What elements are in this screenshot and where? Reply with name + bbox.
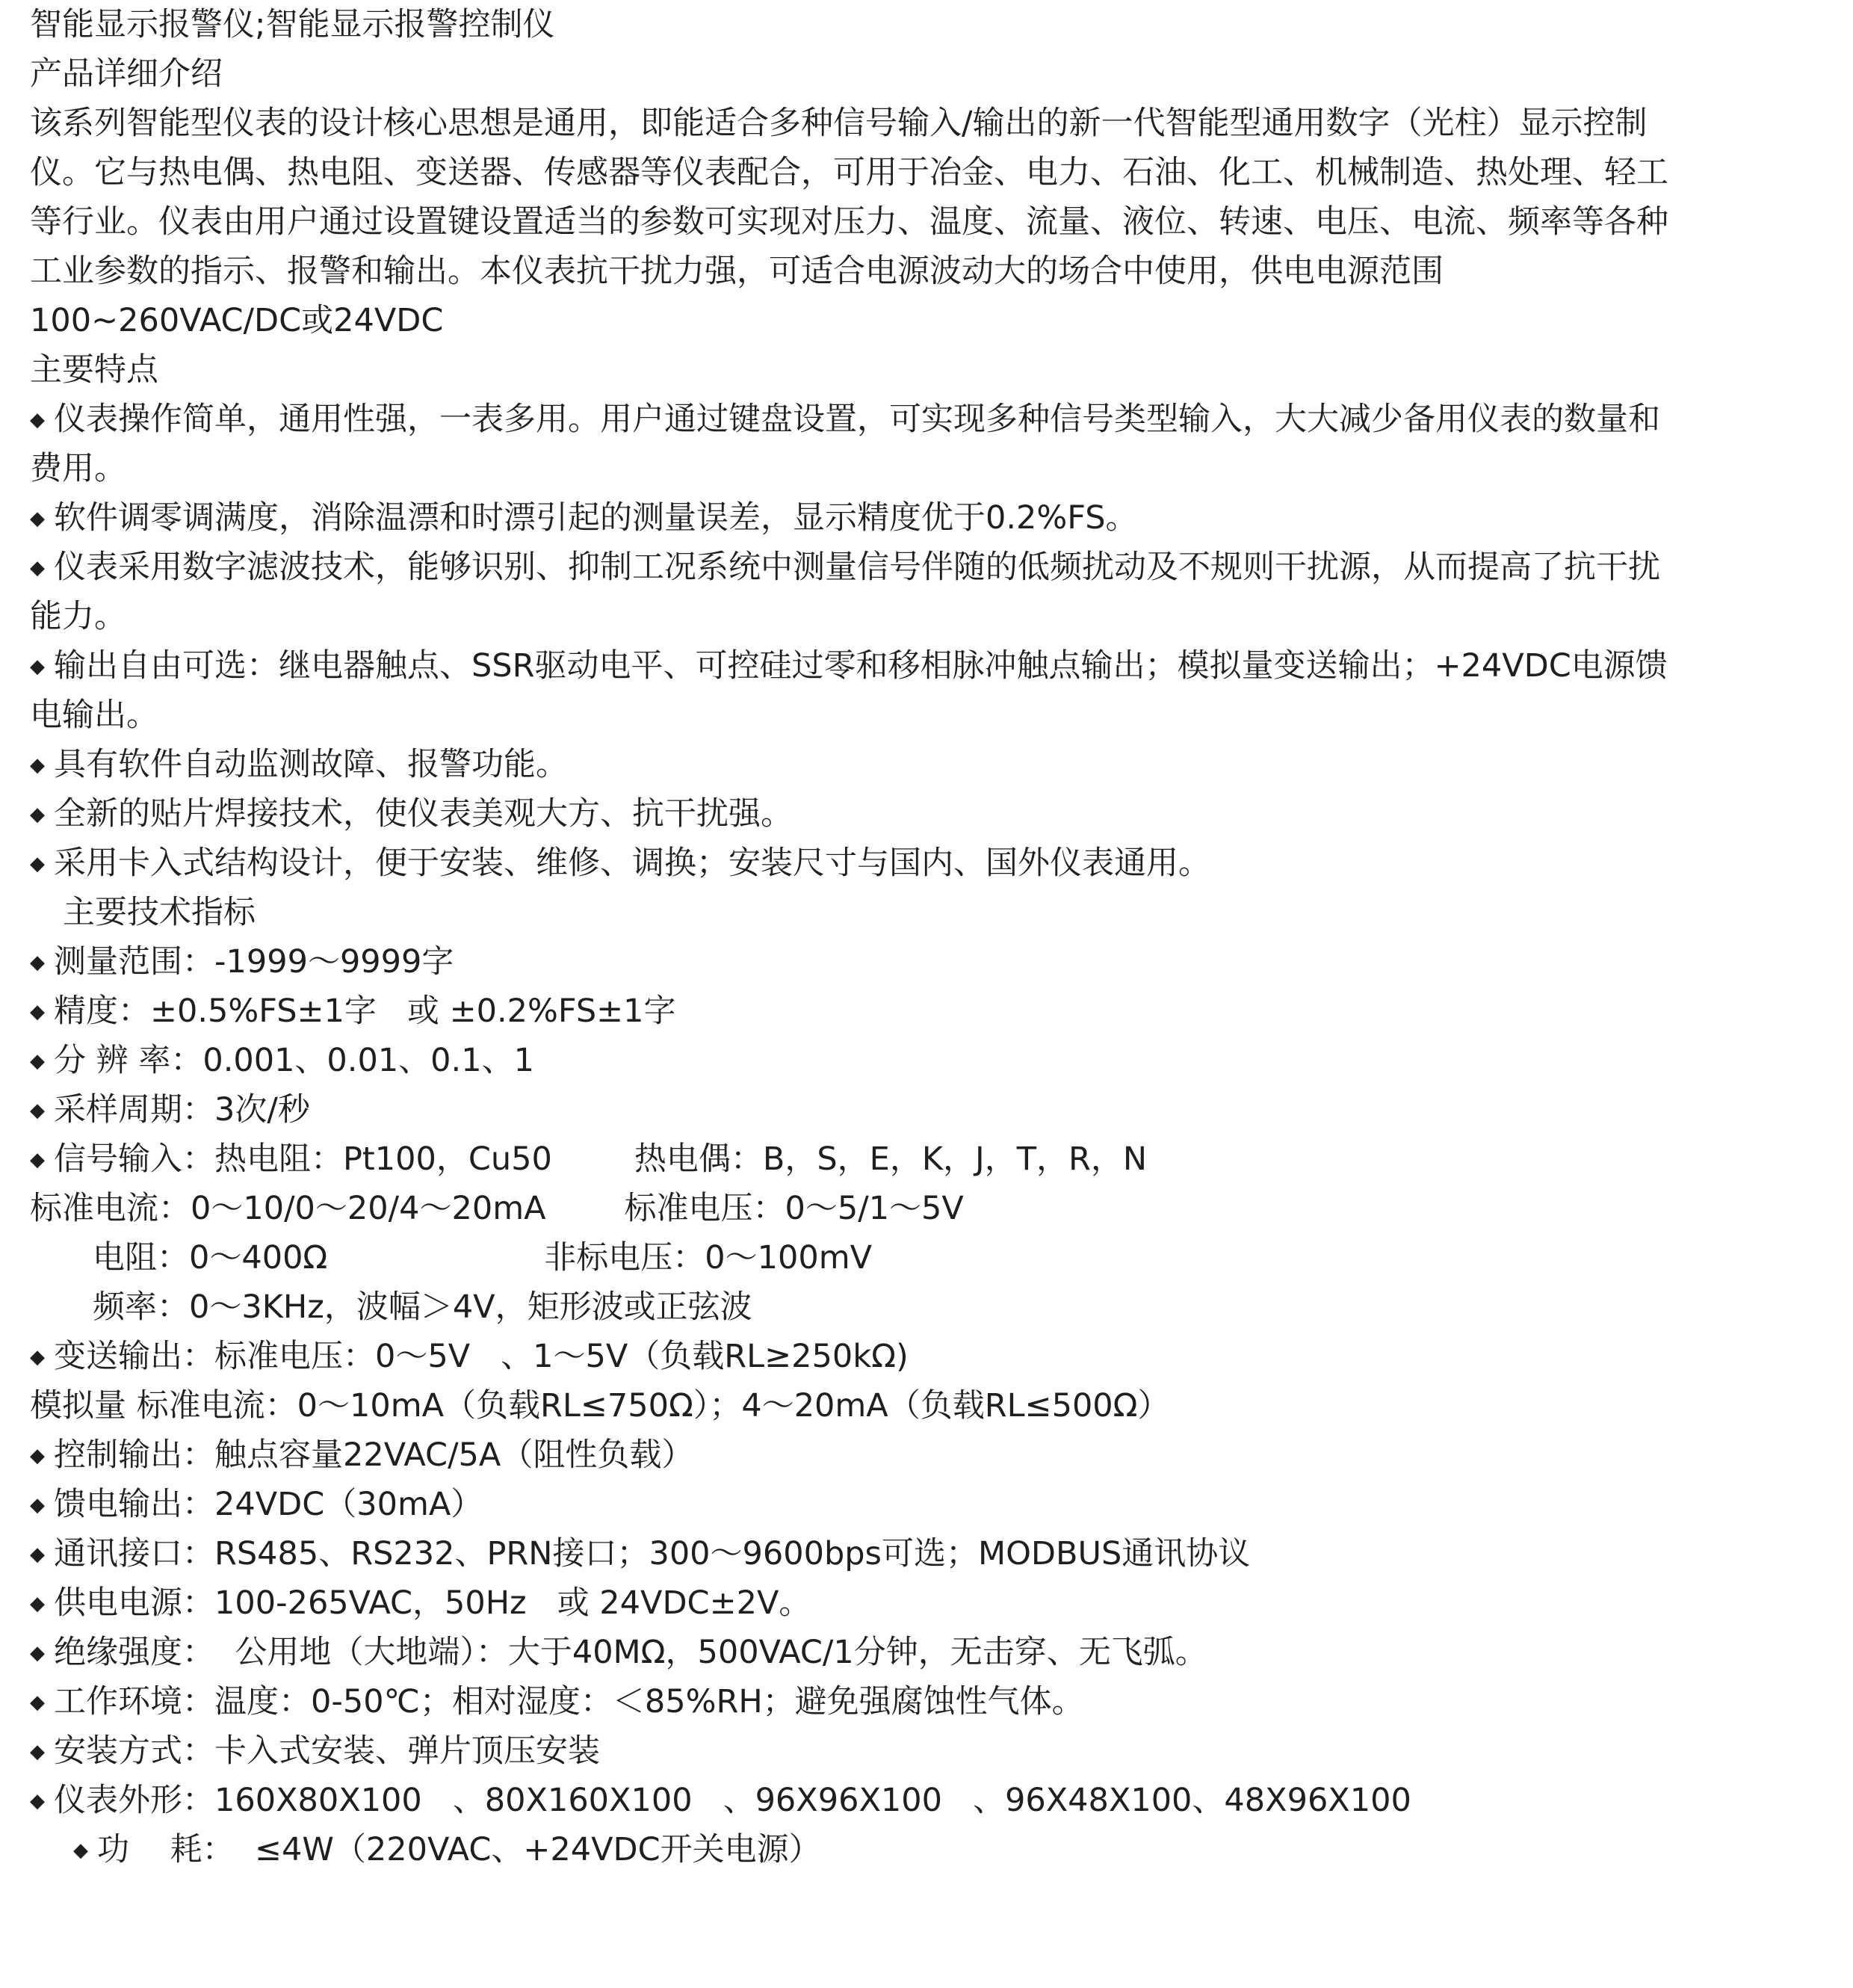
spec-item: ◆ 采样周期：3次/秒 [30, 1085, 1748, 1135]
intro-line: 该系列智能型仪表的设计核心思想是通用，即能适合多种信号输入/输出的新一代智能型通用数字（光柱）显示控制 [30, 105, 1648, 142]
feature-item: ◆ 仪表采用数字滤波技术，能够识别、抑制工况系统中测量信号伴随的低频扰动及不规则干扰源，从而提高了抗干扰 [30, 543, 1748, 592]
spec-current-b: 标准电压：0～5/1～5V [624, 1190, 964, 1227]
feature-item-cont: 能力。 [30, 598, 126, 635]
intro-line: 工业参数的指示、报警和输出。本仪表抗干扰力强，可适合电源波动大的场合中使用，供电电源范围 [30, 253, 1444, 290]
spec-resistance-b: 非标电压：0～100mV [544, 1239, 873, 1277]
spec-item: ◆ 安装方式：卡入式安装、弹片顶压安装 [30, 1726, 1748, 1776]
document-title: 智能显示报警仪;智能显示报警控制仪 [30, 6, 555, 43]
spec-item: ◆ 工作环境：温度：0-50℃；相对湿度：＜85%RH；避免强腐蚀性气体。 [30, 1677, 1748, 1726]
document [30, 0, 1748, 1874]
spec-resistance-a: 电阻：0～400Ω [93, 1239, 328, 1277]
feature-item: ◆ 输出自由可选：继电器触点、SSR驱动电平、可控硅过零和移相脉冲触点输出；模拟量变送输出；+24VDC电源馈 [30, 641, 1748, 691]
spec-item: ◆ 分 辨 率：0.001、0.01、0.1、1 [30, 1036, 1748, 1085]
spec-input-b: 热电偶：B，S，E，K，J，T，R，N [634, 1140, 1148, 1178]
spec-item: ◆ 通讯接口：RS485、RS232、PRN接口；300～9600bps可选；MODBUS通讯协议 [30, 1529, 1748, 1578]
intro-line: 仪。它与热电偶、热电阻、变送器、传感器等仪表配合，可用于冶金、电力、石油、化工、机械制造、热处理、轻工 [30, 154, 1668, 191]
feature-item: ◆ 仪表操作简单，通用性强，一表多用。用户通过键盘设置，可实现多种信号类型输入，大大减少备用仪表的数量和 [30, 395, 1748, 444]
spec-item: ◆ 控制输出：触点容量22VAC/5A（阻性负载） [30, 1430, 1748, 1480]
spec-item: ◆ 功 耗： ≤4W（220VAC、+24VDC开关电源） [30, 1825, 1748, 1874]
feature-item: ◆ 具有软件自动监测故障、报警功能。 [30, 740, 1748, 789]
spec-item: ◆ 绝缘强度： 公用地（大地端）：大于40MΩ，500VAC/1分钟，无击穿、无飞弧。 [30, 1628, 1748, 1677]
spec-item: 模拟量 标准电流：0～10mA（负载RL≤750Ω）；4～20mA（负载RL≤500Ω） [30, 1387, 1170, 1424]
spec-item: ◆ 馈电输出：24VDC（30mA） [30, 1480, 1748, 1529]
spec-item [30, 1233, 1748, 1282]
spec-current-a: 标准电流：0～10/0～20/4～20mA [30, 1190, 546, 1227]
feature-item: ◆ 软件调零调满度，消除温漂和时漂引起的测量误差，显示精度优于0.2%FS。 [30, 493, 1748, 543]
feature-item: ◆ 采用卡入式结构设计，便于安装、维修、调换；安装尺寸与国内、国外仪表通用。 [30, 839, 1748, 888]
feature-item-cont: 费用。 [30, 450, 126, 487]
spec-item [30, 1135, 1748, 1184]
feature-item-cont: 电输出。 [30, 697, 158, 734]
specs-heading: 主要技术指标 [63, 894, 256, 931]
spec-item: ◆ 变送输出：标准电压：0～5V 、1～5V（负载RL≥250kΩ) [30, 1332, 1748, 1381]
spec-item: 频率：0～3KHz，波幅＞4V，矩形波或正弦波 [93, 1288, 752, 1326]
spec-item: ◆ 精度：±0.5%FS±1字 或 ±0.2%FS±1字 [30, 987, 1748, 1036]
intro-line: 等行业。仪表由用户通过设置键设置适当的参数可实现对压力、温度、流量、液位、转速、电压、电流、频率等各种 [30, 203, 1668, 241]
spec-input-a: 信号输入：热电阻：Pt100，Cu50 [54, 1140, 552, 1178]
spec-item [30, 1184, 1748, 1233]
intro-line: 100~260VAC/DC或24VDC [30, 302, 444, 339]
spec-item: ◆ 供电电源：100-265VAC，50Hz 或 24VDC±2V。 [30, 1578, 1748, 1628]
features-heading: 主要特点 [30, 351, 158, 389]
feature-item: ◆ 全新的贴片焊接技术，使仪表美观大方、抗干扰强。 [30, 789, 1748, 839]
spec-item: ◆ 测量范围：-1999～9999字 [30, 937, 1748, 987]
spec-item: ◆ 仪表外形：160X80X100 、80X160X100 、96X96X100 、96X48X100、48X96X100 [30, 1776, 1748, 1825]
intro-heading: 产品详细介绍 [30, 55, 223, 93]
